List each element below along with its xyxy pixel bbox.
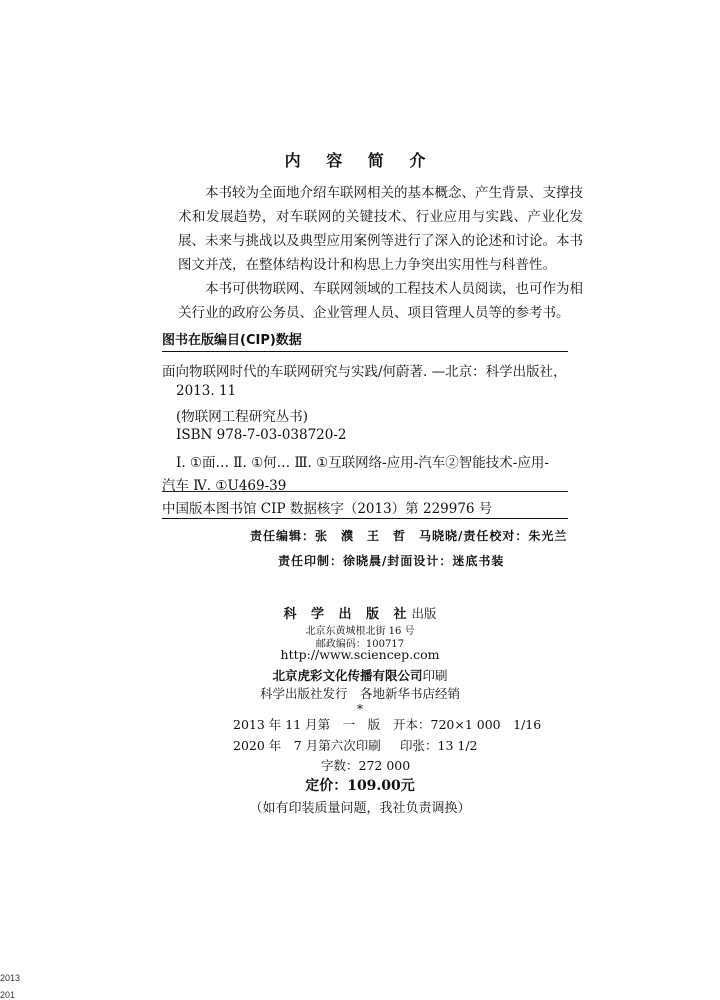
publisher-postcode: 邮政编码：100717 xyxy=(315,639,405,650)
quality-notice: （如有印装质量问题，我社负责调换） xyxy=(249,801,471,816)
publisher-name: 科 学 出 版 社 xyxy=(283,607,412,622)
intro-paragraph-1: 本书较为全面地介绍车联网相关的基本概念、产生背景、支撑技术和发展趋势，对车联网的关键技术、行业应用与实践、产业化发展、未来与挑战以及典型应用案例等进行了深入的论述和讨论。本书图文并茂，在整体结构设计和构思上力争突出实用性与科普性。 xyxy=(178,185,583,273)
publisher-address: 北京东黄城根北街 16 号 xyxy=(305,626,415,637)
printing-design-line: 责任印制：徐晓晨/封面设计：迷底书装 xyxy=(278,554,505,568)
printer-line xyxy=(0,665,720,684)
intro-section xyxy=(178,181,583,325)
price: 定价：109.00元 xyxy=(305,778,415,794)
publisher-suffix: 出版 xyxy=(411,606,437,621)
editors-line: 责任编辑：张 濮 王 哲 马晓晓/责任校对：朱光兰 xyxy=(250,529,568,543)
page-title: 内 容 简 介 xyxy=(284,151,436,170)
cip-series: (物联网工程研究丛书) xyxy=(176,409,309,425)
cip-classification-1: Ⅰ. ①面… Ⅱ. ①何… Ⅲ. ①互联网络-应用-汽车②智能技术-应用- xyxy=(176,455,549,471)
printer-name: 北京虎彩文化传播有限公司 xyxy=(272,668,423,683)
cip-title-line: 面向物联网时代的车联网研究与实践/何蔚著. —北京：科学出版社， xyxy=(162,364,567,380)
book-format: 开本：720×1 000 1/16 xyxy=(393,717,542,732)
printed-sheets: 印张：13 1/2 xyxy=(400,738,478,753)
cip-top-rule xyxy=(162,351,568,352)
cip-check-number: 中国版本图书馆 CIP 数据核字（2013）第 229976 号 xyxy=(162,501,493,517)
cip-heading: 图书在版编目(CIP)数据 xyxy=(162,333,302,348)
word-count: 字数：272 000 xyxy=(321,758,411,773)
cip-classification-2: 汽车 Ⅳ. ①U469-39 xyxy=(162,478,287,494)
cip-isbn: ISBN 978-7-03-038720-2 xyxy=(176,427,347,443)
distribution-line: 科学出版社发行 各地新华书店经销 xyxy=(259,686,460,701)
intro-paragraph-2: 本书可供物联网、车联网领域的工程技术人员阅读，也可作为相关行业的政府公务员、企业管理人员、项目管理人员等的参考书。 xyxy=(178,281,583,321)
cip-bottom-rule xyxy=(162,518,568,519)
edition-reprint: 2020 年 7 月第六次印刷 xyxy=(233,738,381,753)
cip-middle-rule xyxy=(162,491,568,492)
publisher-line xyxy=(0,603,720,622)
edition-first: 2013 年 11 月第 一 版 xyxy=(233,717,381,732)
printer-suffix: 印刷 xyxy=(422,668,448,683)
publisher-url: http://www.sciencep.com xyxy=(280,647,440,662)
separator-star: * xyxy=(356,701,364,716)
cip-date: 2013. 11 xyxy=(176,383,237,399)
corner-text-2: 201 xyxy=(0,990,16,1000)
corner-text-1: 2013 xyxy=(0,973,21,983)
